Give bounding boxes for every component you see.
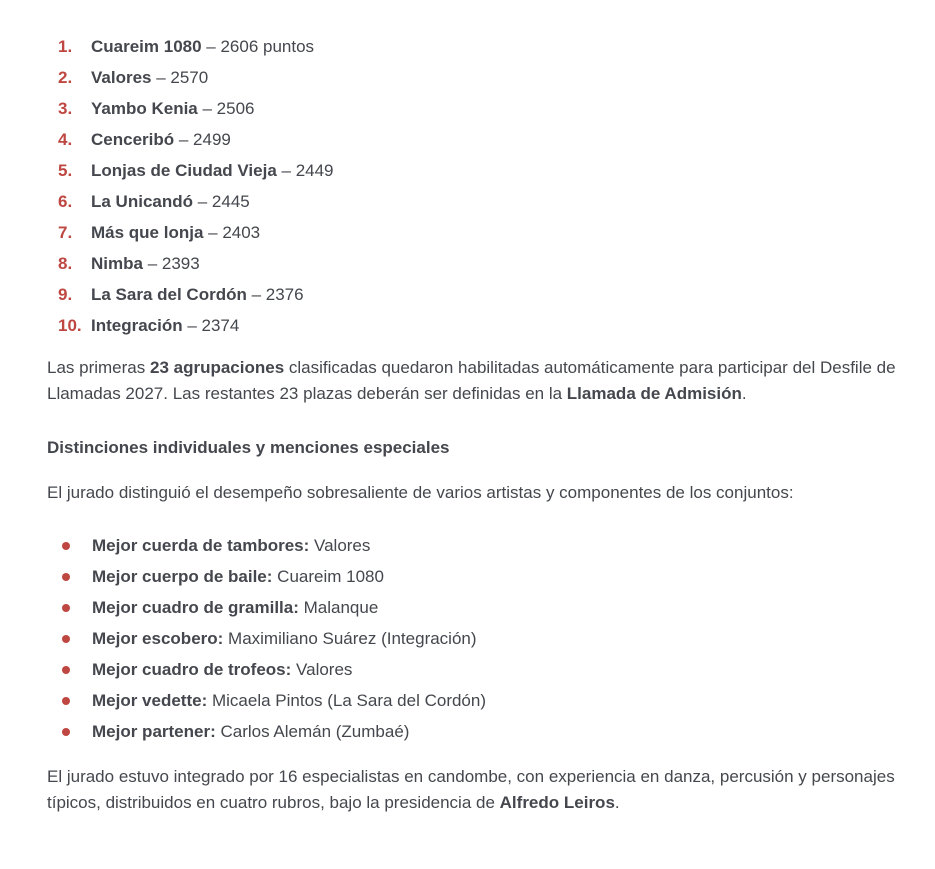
group-name: Valores xyxy=(91,68,152,87)
bullet-dot-icon xyxy=(62,604,70,612)
award-value: Carlos Alemán (Zumbaé) xyxy=(215,722,410,741)
ranking-list xyxy=(47,36,901,337)
rank-text xyxy=(91,315,239,337)
group-name: Yambo Kenia xyxy=(91,99,198,118)
group-points: – 2374 xyxy=(182,316,240,335)
ranking-item xyxy=(47,98,901,120)
qualification-bold-llamada: Llamada de Admisión xyxy=(566,384,742,403)
group-points: – 2506 xyxy=(197,99,255,118)
bullet-dot-icon xyxy=(62,573,70,581)
qualification-bold-agrupaciones: 23 agrupaciones xyxy=(149,358,285,377)
award-label: Mejor cuerda de tambores: xyxy=(92,536,310,555)
rank-text xyxy=(91,191,250,213)
group-points: – 2403 xyxy=(203,223,261,242)
bullet-dot-icon xyxy=(62,635,70,643)
jury-paragraph xyxy=(47,764,901,816)
ranking-item xyxy=(47,36,901,58)
group-name: Integración xyxy=(91,316,183,335)
qualification-text-start: Las primeras xyxy=(47,358,150,377)
ranking-item xyxy=(47,284,901,306)
group-points: – 2570 xyxy=(151,68,209,87)
group-name: La Sara del Cordón xyxy=(91,285,247,304)
bullet-dot-icon xyxy=(62,697,70,705)
awards-intro-paragraph: El jurado distinguió el desempeño sobresaliente de varios artistas y componentes de los conjuntos: xyxy=(47,483,794,502)
bullet-dot-icon xyxy=(62,728,70,736)
group-points: – 2445 xyxy=(193,192,250,211)
rank-text xyxy=(91,222,260,244)
award-value: Malanque xyxy=(298,598,379,617)
rank-number: 2. xyxy=(58,68,73,87)
award-text xyxy=(92,597,378,619)
ranking-item xyxy=(47,160,901,182)
award-text xyxy=(92,690,486,712)
award-item xyxy=(47,690,901,712)
group-name: Nimba xyxy=(91,254,143,273)
rank-number: 1. xyxy=(58,37,73,56)
award-label: Mejor cuerpo de baile: xyxy=(92,567,273,586)
qualification-text-end: . xyxy=(741,384,747,403)
group-points: – 2449 xyxy=(276,161,334,180)
award-item xyxy=(47,566,901,588)
jury-text-start: El jurado estuvo integrado por 16 especialistas en candombe, con experiencia en danza, percusión y personajes típicos, distribuidos en cuatro rubros, bajo la presidencia de xyxy=(47,767,895,812)
award-item xyxy=(47,597,901,619)
award-label: Mejor escobero: xyxy=(92,629,224,648)
award-label: Mejor vedette: xyxy=(92,691,208,710)
group-name: Más que lonja xyxy=(91,223,204,242)
rank-number: 7. xyxy=(58,223,73,242)
ranking-item xyxy=(47,222,901,244)
award-text xyxy=(92,721,409,743)
rank-number: 6. xyxy=(58,192,73,211)
award-value: Micaela Pintos (La Sara del Cordón) xyxy=(207,691,486,710)
award-label: Mejor partener: xyxy=(92,722,216,741)
rank-text xyxy=(91,160,334,182)
jury-text-end: . xyxy=(614,793,620,812)
award-value: Cuareim 1080 xyxy=(272,567,384,586)
award-text xyxy=(92,628,477,650)
group-points: – 2376 xyxy=(246,285,304,304)
award-item xyxy=(47,535,901,557)
rank-number: 10. xyxy=(58,316,82,335)
rank-number: 9. xyxy=(58,285,73,304)
distinctions-heading: Distinciones individuales y menciones especiales xyxy=(47,438,450,457)
award-label: Mejor cuadro de gramilla: xyxy=(92,598,299,617)
award-value: Maximiliano Suárez (Integración) xyxy=(223,629,477,648)
award-item xyxy=(47,659,901,681)
award-value: Valores xyxy=(291,660,353,679)
qualification-paragraph xyxy=(47,355,901,407)
award-item xyxy=(47,721,901,743)
ranking-item xyxy=(47,253,901,275)
group-name: La Unicandó xyxy=(91,192,194,211)
bullet-dot-icon xyxy=(62,666,70,674)
award-label: Mejor cuadro de trofeos: xyxy=(92,660,292,679)
award-text xyxy=(92,566,384,588)
jury-bold-president: Alfredo Leiros xyxy=(499,793,615,812)
rank-number: 5. xyxy=(58,161,73,180)
rank-text xyxy=(91,129,231,151)
rank-number: 4. xyxy=(58,130,73,149)
rank-text xyxy=(91,98,255,120)
rank-text xyxy=(91,253,200,275)
awards-list xyxy=(47,535,901,743)
rank-number: 8. xyxy=(58,254,73,273)
rank-text xyxy=(91,67,208,89)
rank-text xyxy=(91,284,304,306)
award-value: Valores xyxy=(309,536,371,555)
award-text xyxy=(92,535,370,557)
group-name: Cenceribó xyxy=(91,130,175,149)
ranking-item xyxy=(47,315,901,337)
bullet-dot-icon xyxy=(62,542,70,550)
ranking-item xyxy=(47,191,901,213)
group-name: Lonjas de Ciudad Vieja xyxy=(91,161,277,180)
rank-text xyxy=(91,36,314,58)
qualification-text-middle: clasificadas quedaron habilitadas automáticamente para participar del Desfile de Llamadas 2027. Las restantes 23 plazas deberán ser definidas en la xyxy=(47,358,896,403)
group-points: – 2606 puntos xyxy=(201,37,315,56)
rank-number: 3. xyxy=(58,99,73,118)
group-name: Cuareim 1080 xyxy=(91,37,202,56)
ranking-item xyxy=(47,129,901,151)
award-item xyxy=(47,628,901,650)
group-points: – 2499 xyxy=(174,130,231,149)
group-points: – 2393 xyxy=(142,254,200,273)
ranking-item xyxy=(47,67,901,89)
award-text xyxy=(92,659,352,681)
